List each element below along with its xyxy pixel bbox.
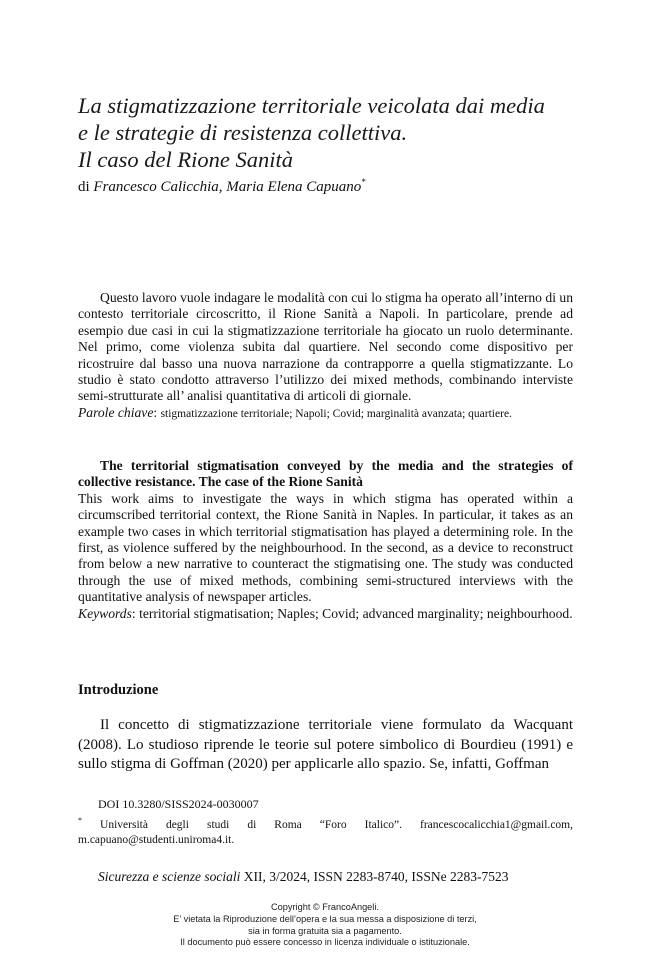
author-footnote-marker: * <box>361 177 366 187</box>
doi: DOI 10.3280/SISS2024-0030007 <box>98 797 259 811</box>
abstract-italian: Questo lavoro vuole indagare le modalità con cui lo stigma ha operato all’interno di un contesto territoriale circoscritto, il Rione Sanità a Napoli. In particolare, prende ad esempio due casi in cui la stigmatizzazione territoriale ha giocato un ruolo determinante. Nel primo, come violenza subita dal quartiere. Nel secondo come dispositivo per ricostruire dal basso una nuova narrazione da contrapporre a quella stigmatizzante. Lo studio è stato condotto attraverso l’utilizzo dei mixed methods, combinando interviste semi-strutturate all’ analisi quantitativa di articoli di giornale. Parole chiave: stigmatizzazione territoriale; Napoli; Covid; marginalità avanzata; quartiere. <box>78 290 573 420</box>
abstract-italian-text: Questo lavoro vuole indagare le modalità con cui lo stigma ha operato all’interno di un contesto territoriale circoscritto, il Rione Sanità a Napoli. In particolare, prende ad esempio due casi in cui la stigmatizzazione territoriale ha giocato un ruolo determinante. Nel primo, come violenza subita dal quartiere. Nel secondo come dispositivo per ricostruire dal basso una nuova narrazione da contrapporre a quella stigmatizzante. Lo studio è stato condotto attraverso l’utilizzo dei mixed methods, combinando interviste semi-strutturate all’ analisi quantitativa di articoli di giornale. <box>78 290 573 404</box>
journal-citation <box>98 869 508 885</box>
affiliation-footnote <box>78 813 573 848</box>
article-title-line-3: Il caso del Rione Sanità <box>78 147 293 172</box>
copyright-notice <box>0 902 650 949</box>
copyright-line-3: sia in forma gratuita sia a pagamento. <box>248 925 402 936</box>
authors: Francesco Calicchia, Maria Elena Capuano <box>93 179 362 195</box>
article-title-line-1: La stigmatizzazione territoriale veicolata dai media <box>78 93 545 118</box>
article-title-line-2: e le strategie di resistenza collettiva. <box>78 120 408 145</box>
footnote-marker: * <box>78 816 82 825</box>
abstract-english-title: The territorial stigmatisation conveyed by the media and the strategies of collective resistance. The case of the Rione Sanità <box>78 458 573 490</box>
journal-issue: XII, 3/2024, ISSN 2283-8740, ISSNe 2283-7523 <box>243 869 509 884</box>
copyright-line-2: E’ vietata la Riproduzione dell’opera e la sua messa a disposizione di terzi, <box>173 913 477 924</box>
section-heading: Introduzione <box>78 682 159 698</box>
copyright-line-4: Il documento può essere concesso in licenza individuale o istituzionale. <box>180 937 470 948</box>
byline <box>78 177 366 196</box>
keywords-english: territorial stigmatisation; Naples; Covid; advanced marginality; neighbourhood. <box>139 605 573 621</box>
keywords-label-english: Keywords <box>78 605 132 621</box>
introduction-paragraph: Il concetto di stigmatizzazione territoriale viene formulato da Wacquant (2008). Lo studioso riprende le teorie sul potere simbolico di Bourdieu (1991) e sullo stigma di Goffman (2020) per applicarle allo spazio. Se, infatti, Goffman <box>78 717 573 772</box>
abstract-english-text: This work aims to investigate the ways in which stigma has operated within a circumscribed territorial context, the Rione Sanità in Naples. In particular, it takes as an example two cases in which territorial stigmatisation has played a determining role. In the first, as violence suffered by the neighbourhood. In the second, as a device to reconstruct from below a new narrative to counteract the stigmatising one. The study was conducted through the use of mixed methods, combining semi-structured interviews with the quantitative analysis of newspaper articles. <box>78 490 573 605</box>
journal-name: Sicurezza e scienze sociali <box>98 869 241 884</box>
byline-prefix: di <box>78 179 90 195</box>
footnote-text: Università degli studi di Roma “Foro Italico”. francescocalicchia1@gmail.com, m.capuano@studenti.uniroma4.it. <box>78 818 574 846</box>
keywords-italian: stigmatizzazione territoriale; Napoli; Covid; marginalità avanzata; quartiere. <box>160 407 512 420</box>
keywords-label-italian: Parole chiave <box>78 404 154 420</box>
abstract-english: The territorial stigmatisation conveyed by the media and the strategies of collective resistance. The case of the Rione Sanità This work aims to investigate the ways in which stigma has operated within a circumscribed territorial context, the Rione Sanità in Naples. In particular, it takes as an example two cases in which territorial stigmatisation has played a determining role. In the first, as violence suffered by the neighbourhood. In the second, as a device to reconstruct from below a new narrative to counteract the stigmatising one. The study was conducted through the use of mixed methods, combining semi-structured interviews with the quantitative analysis of newspaper articles. Keywords: territorial stigmatisation; Naples; Covid; advanced marginality; neighbourhood. <box>78 458 573 621</box>
copyright-line-1: Copyright © FrancoAngeli. <box>271 902 379 912</box>
